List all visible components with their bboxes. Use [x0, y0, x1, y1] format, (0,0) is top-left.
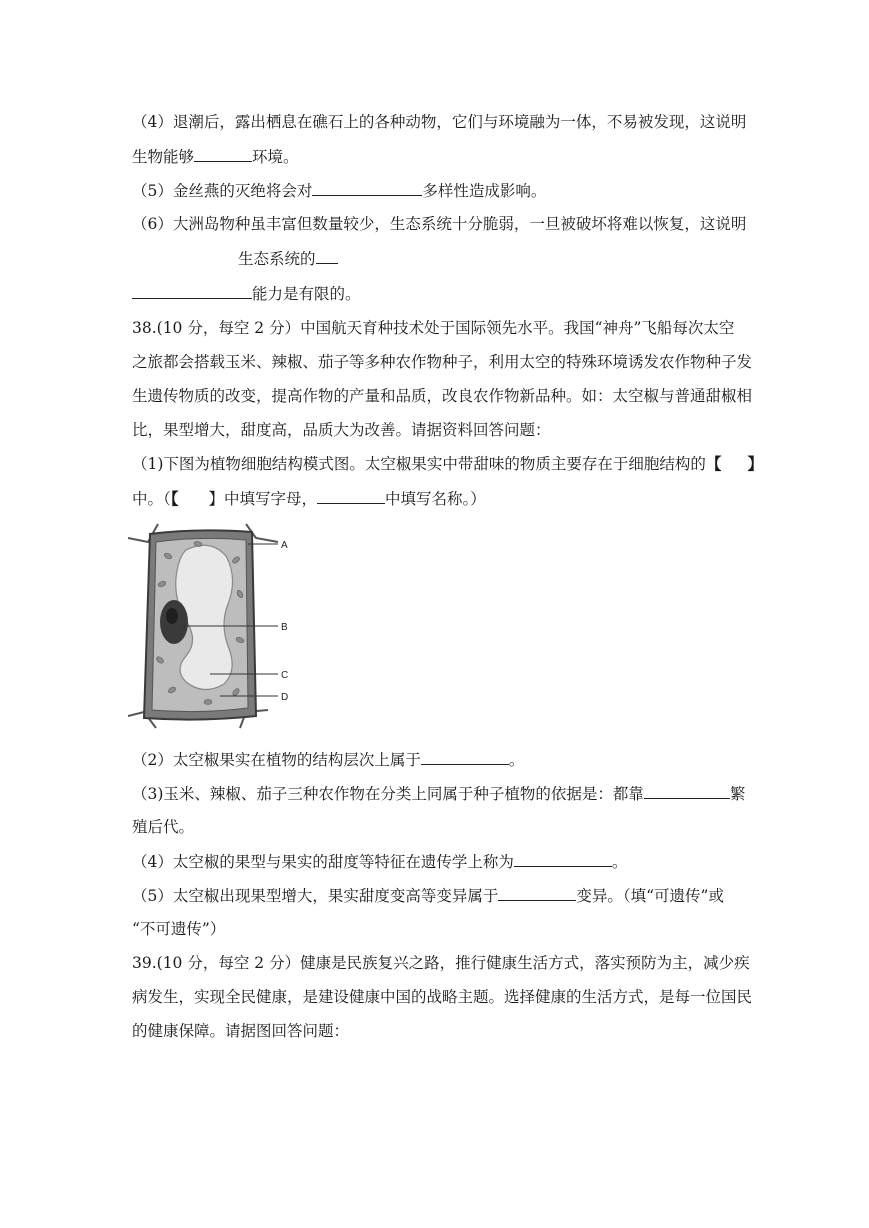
answer-blank[interactable] [132, 283, 252, 299]
q37-part4-text-end: 环境。 [252, 148, 299, 166]
q38-part3-line2: 殖后代。 [132, 818, 195, 836]
q38-part2 [132, 749, 747, 770]
q38-part4-text: （4）太空椒的果型与果实的甜度等特征在遗传学上称为 [132, 853, 514, 871]
answer-blank[interactable] [498, 885, 576, 901]
label-b: B [281, 622, 288, 633]
q37-part6-line1: （6）大洲岛物种虽丰富但数量较少，生态系统十分脆弱，一旦被破坏将难以恢复，这说明 [132, 215, 747, 233]
q38-part1-line2 [132, 488, 747, 509]
label-a: A [281, 540, 288, 551]
q38-part1-text4: 中填写名称。） [385, 490, 486, 508]
q38-part4-text-end: 。 [611, 853, 628, 871]
q38-intro-line1: 38.(10 分，每空 2 分）中国航天育种技术处于国际领先水平。我国“神舟”飞船每次太空 [132, 319, 735, 337]
q38-part5-line1 [132, 885, 747, 906]
q38-part5-line2: “不可遗传”） [132, 920, 226, 938]
q38-part1-text2: 中。（ [132, 490, 171, 508]
label-d: D [281, 692, 289, 703]
q38-part5-text: （5）太空椒出现果型增大，果实甜度变高等变异属于 [132, 887, 499, 905]
q38-part3-text-end: 繁 [729, 785, 746, 803]
q37-part4-text: 生物能够 [132, 148, 195, 166]
q38-part3-line1 [132, 783, 747, 804]
answer-blank[interactable] [312, 180, 422, 196]
q37-part6-line2 [238, 248, 853, 269]
q38-part5-text-end: 变异。（填“可遗传”或 [576, 887, 724, 905]
q38-part1-text: （1)下图为植物细胞结构模式图。太空椒果实中带甜味的物质主要存在于细胞结构的 [132, 455, 706, 473]
answer-blank[interactable] [514, 851, 612, 867]
q38-part3-text: （3)玉米、辣椒、茄子三种农作物在分类上同属于种子植物的依据是：都靠 [132, 785, 644, 803]
q38-intro-line2: 之旅都会搭载玉米、辣椒、茄子等多种农作物种子，利用太空的特殊环境诱发农作物种子发 [132, 353, 753, 371]
q38-part1-line1 [132, 454, 763, 474]
bracket-close: 】 [747, 454, 763, 473]
q37-part6-text-end: 能力是有限的。 [252, 285, 361, 303]
q38-part4 [132, 851, 747, 872]
answer-blank[interactable] [644, 783, 730, 799]
q37-part6-text: 生态系统的 [238, 250, 316, 268]
answer-blank[interactable] [194, 146, 252, 162]
q38-intro-line3: 生遗传物质的改变，提高作物的产量和品质，改良农作物新品种。如：太空椒与普通甜椒相 [132, 387, 753, 405]
q38-intro-line4: 比，果型增大，甜度高，品质大为改善。请据资料回答问题： [132, 421, 551, 439]
answer-blank[interactable] [316, 248, 338, 264]
plant-cell-diagram [128, 520, 298, 730]
q38-part2-text-end: 。 [508, 751, 525, 769]
q37-part5-text: （5）金丝燕的灭绝将会对 [132, 182, 313, 200]
label-c: C [281, 670, 289, 681]
q37-part6-line3 [132, 283, 747, 304]
q39-intro-line1: 39.(10 分，每空 2 分）健康是民族复兴之路，推行健康生活方式，落实预防为主，减少疾 [132, 954, 750, 972]
answer-blank[interactable] [421, 749, 509, 765]
bracket-open: 【 [170, 489, 179, 508]
q37-part5-text-end: 多样性造成影响。 [422, 182, 547, 200]
q39-intro-line2: 病发生，实现全民健康，是建设健康中国的战略主题。选择健康的生活方式，是每一位国民 [132, 988, 753, 1006]
q38-part2-text: （2）太空椒果实在植物的结构层次上属于 [132, 751, 421, 769]
q37-part4-line2 [132, 146, 747, 167]
q38-part1-text3: 】中填写字母， [208, 490, 318, 508]
q37-part5 [132, 180, 747, 201]
q39-intro-line3: 的健康保障。请据图回答问题： [132, 1022, 350, 1040]
answer-blank-sample [317, 488, 385, 504]
q37-part4-line1: （4）退潮后，露出栖息在礁石上的各种动物，它们与环境融为一体，不易被发现，这说明 [132, 113, 747, 131]
bracket-open: 【 [705, 454, 722, 473]
